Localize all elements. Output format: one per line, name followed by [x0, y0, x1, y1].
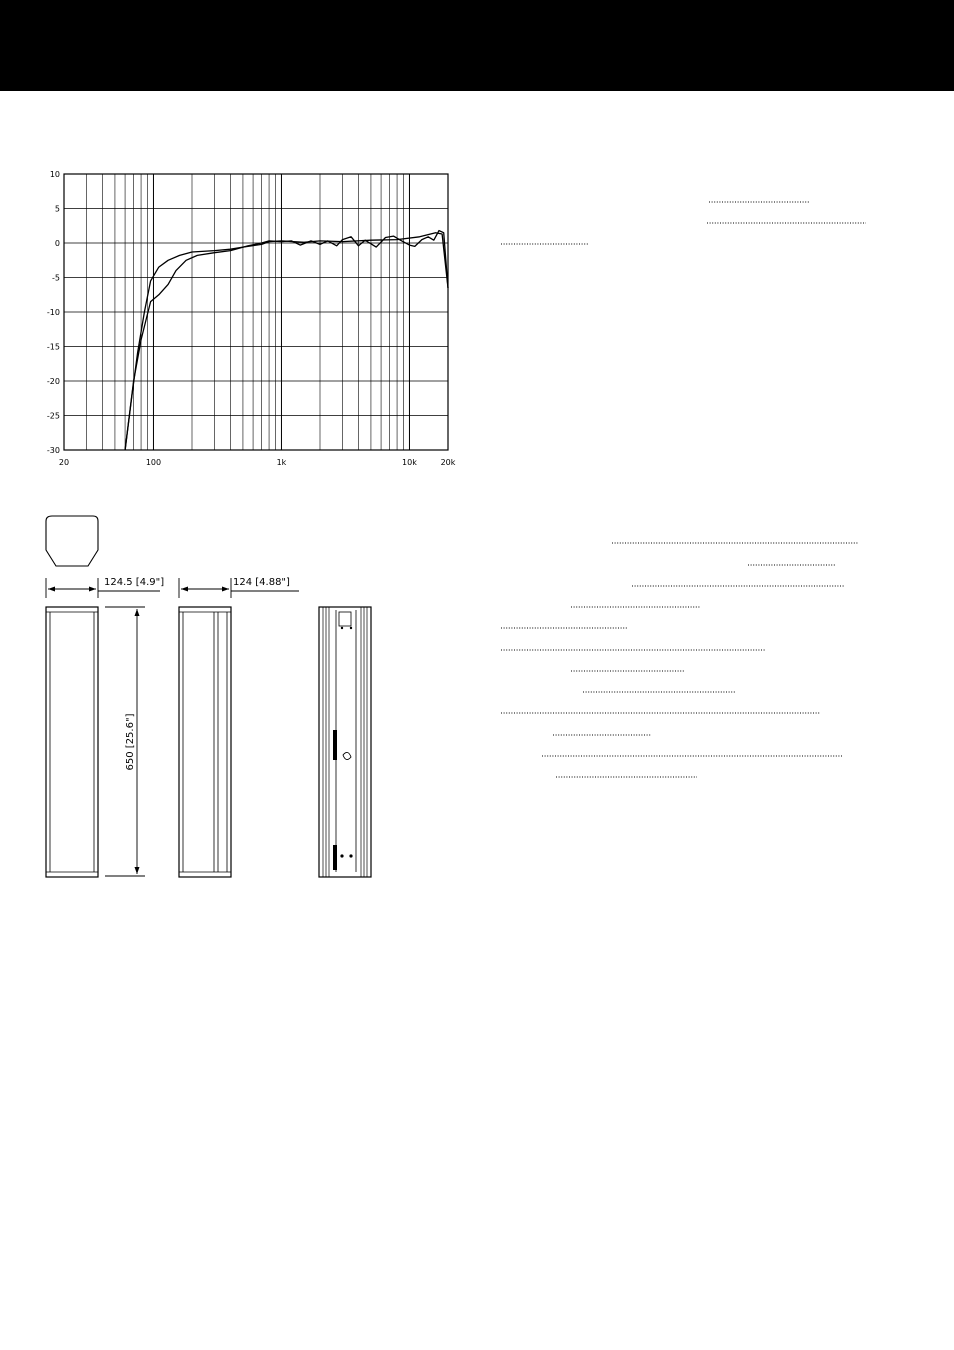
- x-tick-label: 10k: [402, 458, 417, 467]
- cabinet-front-view: [46, 607, 98, 877]
- y-tick-label: -25: [46, 411, 60, 421]
- x-tick-label: 20k: [440, 458, 456, 467]
- y-tick-label: -10: [46, 308, 60, 317]
- y-tick-label: -15: [46, 342, 60, 352]
- cabinet-top-profile: [46, 516, 98, 566]
- x-tick-label: 100: [145, 458, 162, 467]
- y-tick-label: 0: [54, 239, 60, 248]
- y-tick-label: -30: [46, 446, 60, 455]
- dimension-width-side: 124 [4.88"]: [233, 577, 290, 588]
- series-line-1: [125, 233, 448, 450]
- dimension-width-front: 124.5 [4.9"]: [104, 577, 165, 588]
- y-axis-ticks: [47, 170, 60, 455]
- frequency-response-chart: [47, 170, 456, 467]
- series-line-2: [125, 231, 448, 450]
- dimension-arrows: [48, 587, 229, 875]
- chart-grid: [64, 174, 448, 450]
- spec-leader-lines: [501, 202, 866, 777]
- y-tick-label: 5: [54, 204, 60, 214]
- y-tick-label: -5: [52, 273, 60, 283]
- x-tick-label: 20: [58, 458, 70, 467]
- x-tick-label: 1k: [276, 458, 287, 467]
- dimension-lines: [46, 578, 299, 876]
- y-tick-label: 10: [49, 170, 60, 179]
- cabinet-side-view: [179, 607, 231, 877]
- dimension-height: 650 [25.6"]: [125, 713, 136, 771]
- y-tick-label: -20: [46, 377, 60, 386]
- x-axis-ticks: [59, 458, 456, 467]
- cabinet-rear-view: [319, 607, 371, 877]
- chart-series: [125, 231, 448, 450]
